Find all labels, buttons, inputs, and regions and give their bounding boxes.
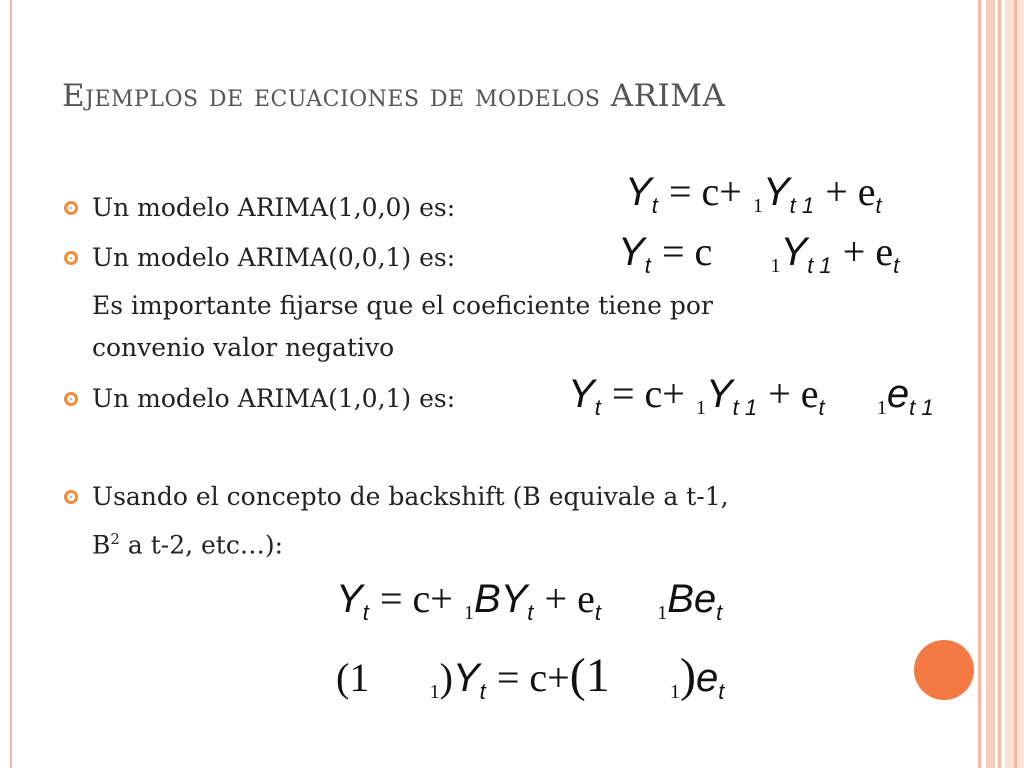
decorative-orange-circle bbox=[914, 640, 974, 700]
bullet-icon bbox=[64, 490, 78, 504]
bullet-icon bbox=[64, 201, 78, 215]
bullet-icon bbox=[64, 251, 78, 265]
bullet-text-arima-101: Un modelo ARIMA(1,0,1) es: bbox=[92, 384, 456, 413]
bullet-text-backshift: Usando el concepto de backshift (B equivale a t-1, bbox=[92, 482, 729, 511]
equation-backshift-form: Yt = c+ 1BYt + et 1Bet bbox=[336, 576, 723, 625]
bullet-text-arima-100: Un modelo ARIMA(1,0,0) es: bbox=[92, 193, 456, 222]
backshift-suffix: a t-2, etc…): bbox=[119, 530, 284, 560]
b-superscript: 2 bbox=[110, 530, 120, 548]
left-frame-line bbox=[10, 0, 12, 768]
equation-arima-001: Yt = c 1Yt 1 + et bbox=[618, 229, 900, 278]
note-text-line-2: convenio valor negativo bbox=[92, 333, 395, 362]
bullet-text-backshift-line-2 bbox=[92, 520, 283, 564]
equation-lag-polynomial: (1 1)Yt = c+(1 1)et bbox=[336, 649, 725, 704]
right-frame-stripe-3 bbox=[998, 0, 1001, 768]
right-frame-stripe-1 bbox=[978, 0, 981, 768]
bullet-text-arima-001: Un modelo ARIMA(0,0,1) es: bbox=[92, 243, 456, 272]
right-frame-stripe-2 bbox=[986, 0, 995, 768]
equation-arima-101: Yt = c+ 1Yt 1 + et 1et 1 bbox=[568, 371, 934, 420]
right-frame-stripe-5 bbox=[1014, 0, 1017, 768]
b-symbol: B bbox=[92, 530, 111, 560]
bullet-icon bbox=[64, 392, 78, 406]
equation-arima-100: Yt = c+ 1Yt 1 + et bbox=[625, 169, 882, 218]
slide-title: Ejemplos de ecuaciones de modelos ARIMA bbox=[62, 78, 726, 114]
note-text-line-1: Es importante fijarse que el coeficiente tiene por bbox=[92, 291, 713, 320]
